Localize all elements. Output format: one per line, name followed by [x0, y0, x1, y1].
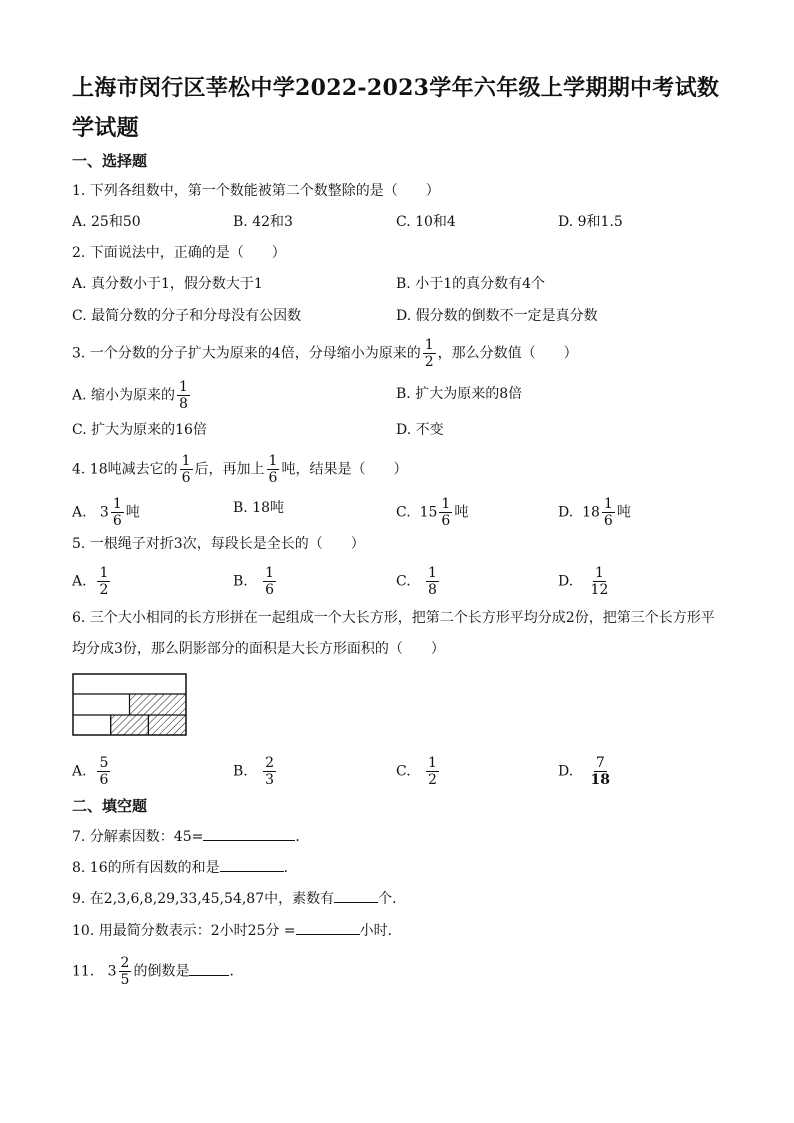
q4-stem-pre: 4. 18吨减去它的	[72, 461, 178, 478]
q4-option-a-num: 1	[112, 496, 122, 512]
q4-f2-den: 6	[268, 470, 278, 486]
q8-text: 8. 16的所有因数的和是	[72, 860, 220, 876]
q6-option-b-fraction	[263, 756, 276, 787]
q11-text: 的倒数是	[133, 963, 190, 980]
q3-stem-pre: 3. 一个分数的分子扩大为原来的4倍，分母缩小为原来的	[72, 345, 421, 362]
q4-option-d-label: D.	[558, 504, 574, 521]
q4-option-c-label: C.	[396, 504, 411, 521]
q3-frac-num: 1	[424, 337, 434, 353]
q5-option-b-num: 1	[265, 565, 275, 581]
q6-stem-line-1: 6. 三个大小相同的长方形拼在一起组成一个大长方形，把第二个长方形平均分成2份，把第三个长方形平	[72, 610, 715, 626]
q6-stem-line-2: 均分成3份，那么阴影部分的面积是大长方形面积的（ ）	[72, 641, 445, 657]
q3-option-a-text: A. 缩小为原来的	[72, 387, 176, 404]
q11-den: 5	[120, 972, 130, 988]
q6-option-d-fraction	[589, 756, 612, 787]
q4-option-a	[72, 497, 140, 528]
q4-stem-post: 吨，结果是（ ）	[281, 461, 408, 478]
q6-option-c-num: 1	[428, 755, 437, 771]
q11-whole: 3	[107, 963, 117, 980]
q3-option-a-fraction	[177, 380, 190, 411]
q5-option-b-den: 6	[265, 582, 275, 598]
q9	[72, 888, 406, 909]
q6-option-b-den: 3	[265, 772, 275, 788]
q5-option-d	[558, 566, 612, 597]
q4-option-c-whole: 15	[419, 504, 438, 521]
q5-option-d-num: 1	[595, 565, 604, 581]
q4-option-b: B. 18吨	[233, 500, 285, 516]
q6-option-a-den: 6	[99, 772, 109, 788]
q6-option-c-label: C.	[396, 763, 411, 780]
q11-fraction	[119, 956, 132, 987]
q9-text: 9. 在2,3,6,8,29,33,45,54,87中，素数有	[72, 891, 335, 907]
q6-option-a-label: A.	[72, 763, 87, 780]
q5-option-d-fraction	[589, 566, 611, 597]
q5-option-b-label: B.	[233, 573, 248, 590]
shaded-half	[130, 694, 187, 715]
q3-option-b: B. 扩大为原来的8倍	[396, 386, 523, 402]
q2-option-d: D. 假分数的倒数不一定是真分数	[396, 308, 598, 324]
q4-stem	[72, 454, 407, 485]
q4-fraction-1	[180, 454, 193, 485]
page-title: 上海市闵行区莘松中学2022-2023学年六年级上学期期中考试数学试题	[72, 75, 720, 141]
q4-option-c-fraction	[439, 497, 452, 528]
q1-option-b: B. 42和3	[233, 214, 293, 230]
q7	[72, 826, 309, 847]
q5-option-c-label: C.	[396, 573, 411, 590]
q1-option-c: C. 10和4	[396, 214, 456, 230]
q5-option-a	[72, 566, 112, 597]
q1-option-a: A. 25和50	[72, 214, 141, 230]
q4-option-d-unit: 吨	[616, 504, 631, 521]
q5-option-d-label: D.	[558, 573, 574, 590]
q6-option-d-label: D.	[558, 763, 574, 780]
section-fill-heading: 二、填空题	[72, 797, 148, 815]
q6-option-a-fraction	[97, 756, 110, 787]
q4-stem-mid: 后，再加上	[194, 461, 265, 478]
q4-option-d-whole: 18	[582, 504, 600, 521]
q2-option-c: C. 最简分数的分子和分母没有公因数	[72, 308, 302, 324]
q3-stem	[72, 338, 578, 369]
q10	[72, 920, 402, 941]
q2-option-b: B. 小于1的真分数有4个	[396, 276, 546, 292]
shaded-third-2	[148, 715, 186, 735]
q8-answer-blank[interactable]	[220, 857, 284, 872]
q6-option-b-label: B.	[233, 763, 248, 780]
q6-option-b-num: 2	[265, 755, 275, 771]
section-choice-heading: 一、选择题	[72, 152, 148, 170]
q3-option-d: D. 不变	[396, 422, 444, 438]
q5-option-d-den: 12	[590, 582, 609, 598]
q5-option-a-num: 1	[99, 565, 109, 581]
q8-end: ．	[283, 860, 298, 876]
q2-option-a: A. 真分数小于1，假分数大于1	[72, 276, 263, 292]
q6-option-d-den: 18	[590, 772, 611, 788]
q5-option-c	[396, 566, 441, 597]
q4-option-a-den: 6	[112, 513, 122, 529]
q5-option-c-den: 8	[428, 582, 437, 598]
q6-option-c-fraction	[426, 756, 439, 787]
q3-option-c: C. 扩大为原来的16倍	[72, 422, 207, 438]
q4-f1-num: 1	[181, 453, 191, 469]
q11-answer-blank[interactable]	[189, 961, 229, 976]
q4-option-c	[396, 497, 468, 528]
q5-option-a-label: A.	[72, 573, 87, 590]
q2-stem: 2. 下面说法中，正确的是（ ）	[72, 245, 286, 261]
q4-option-c-den: 6	[441, 513, 451, 529]
shaded-third-1	[111, 715, 149, 735]
q4-fraction-2	[267, 454, 280, 485]
q1-option-d: D. 9和1.5	[558, 214, 623, 230]
rectangle-figure	[72, 673, 188, 737]
q7-text: 7. 分解素因数：45=	[72, 829, 204, 845]
q3-option-a-den: 8	[179, 396, 188, 412]
q3-option-a	[72, 380, 192, 411]
q10-end: 小时．	[359, 923, 402, 939]
q11-label: 11.	[72, 963, 95, 980]
q4-option-c-num: 1	[441, 496, 451, 512]
q6-option-a-num: 5	[99, 755, 109, 771]
q6-option-a	[72, 756, 112, 787]
q11-num: 2	[120, 955, 130, 971]
q6-option-d-num: 7	[595, 755, 605, 771]
q3-option-a-num: 1	[179, 379, 188, 395]
q6-option-d	[558, 756, 614, 787]
q6-option-b	[233, 756, 278, 787]
q4-f1-den: 6	[181, 470, 191, 486]
q11-end: ．	[229, 963, 244, 980]
q8	[72, 857, 298, 878]
q5-option-a-fraction	[97, 566, 110, 597]
q5-option-c-fraction	[426, 566, 439, 597]
q4-option-d-fraction	[602, 497, 615, 528]
q3-fraction	[423, 338, 436, 369]
q4-option-a-label: A.	[72, 504, 87, 521]
q3-frac-den: 2	[424, 354, 434, 370]
q7-answer-blank[interactable]	[203, 826, 295, 841]
q4-option-d-num: 1	[603, 496, 613, 512]
q4-option-d-den: 6	[603, 513, 613, 529]
q9-end: 个．	[378, 891, 407, 907]
q9-answer-blank[interactable]	[334, 888, 378, 903]
q7-end: ．	[295, 829, 310, 845]
q5-option-b	[233, 566, 278, 597]
q4-option-a-fraction	[111, 497, 124, 528]
q4-option-c-unit: 吨	[454, 504, 469, 521]
q10-answer-blank[interactable]	[296, 920, 360, 935]
q6-option-c-den: 2	[428, 772, 437, 788]
q3-stem-post: ，那么分数值（ ）	[437, 345, 578, 362]
q5-stem: 5. 一根绳子对折3次，每段长是全长的（ ）	[72, 536, 365, 552]
q5-option-c-num: 1	[428, 565, 437, 581]
q6-option-c	[396, 756, 441, 787]
q5-option-a-den: 2	[99, 582, 109, 598]
q4-f2-num: 1	[268, 453, 278, 469]
q10-text: 10. 用最简分数表示：2小时25分 =	[72, 923, 296, 939]
q4-option-d	[558, 497, 631, 528]
q1-stem: 1. 下列各组数中，第一个数能被第二个数整除的是（ ）	[72, 183, 440, 199]
q4-option-a-unit: 吨	[125, 504, 140, 521]
q5-option-b-fraction	[263, 566, 276, 597]
q11	[72, 956, 243, 987]
q4-option-a-whole: 3	[99, 504, 109, 521]
